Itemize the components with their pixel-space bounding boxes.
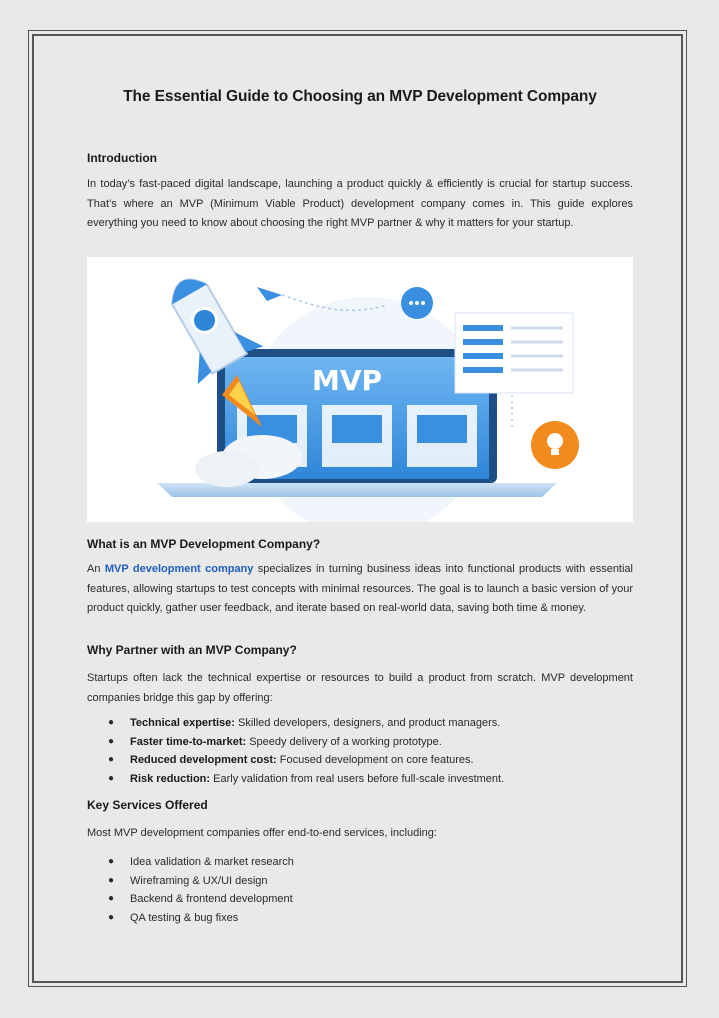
benefits-list: [87, 714, 633, 788]
item-text: Idea validation & market research: [130, 856, 294, 868]
item-text: Skilled developers, designers, and product managers.: [234, 717, 501, 729]
list-item: [87, 751, 633, 770]
mvp-company-link[interactable]: MVP development company: [104, 563, 254, 575]
item-text: Wireframing & UX/UI design: [130, 874, 268, 887]
bullet-icon: ●: [108, 772, 115, 784]
list-item: [87, 890, 633, 909]
bullet-icon: ●: [108, 856, 115, 867]
mvp-illustration: [87, 257, 633, 522]
list-item: [87, 733, 633, 752]
what-is-paragraph: [87, 560, 633, 619]
screen-mvp-text: MVP: [312, 364, 383, 397]
what-is-prefix: An: [87, 563, 105, 575]
smoke: [195, 451, 259, 487]
list-item: [87, 770, 633, 789]
hero-illustration: [87, 257, 633, 522]
item-label: Reduced development cost:: [130, 754, 277, 766]
bullet-icon: ●: [108, 735, 115, 747]
services-paragraph: Most MVP development companies offer end-to-end services, including:: [87, 827, 437, 839]
bullet-icon: ●: [108, 717, 115, 728]
bullet-icon: ●: [108, 893, 115, 904]
list-item: [87, 714, 633, 733]
bullet-icon: ●: [108, 911, 115, 923]
what-is-heading: What is an MVP Development Company?: [87, 537, 321, 551]
bullet-icon: ●: [108, 874, 115, 886]
bullet-icon: ●: [108, 754, 115, 765]
why-partner-heading: Why Partner with an MVP Company?: [87, 643, 297, 657]
screen-card-image: [332, 415, 382, 443]
item-text: Speedy delivery of a working prototype.: [246, 735, 442, 748]
item-text: Early validation from real users before full-scale investment.: [210, 772, 505, 785]
item-label: Faster time-to-market:: [130, 735, 247, 748]
document-title: The Essential Guide to Choosing an MVP Development Company: [123, 88, 597, 105]
item-label: Risk reduction:: [130, 772, 211, 785]
item-text: Focused development on core features.: [276, 754, 474, 766]
list-item: [87, 872, 633, 891]
services-list: [87, 853, 633, 927]
list-item: [87, 909, 633, 928]
what-is-text: specializes in turning business ideas into functional products with essential features, allowing startups to test concepts with minimal resources. The goal is to launch a basic version of your product quickly, gather user feedback, and iterate based on real-world data, saving both time & money.: [87, 563, 633, 614]
intro-paragraph: In today’s fast-paced digital landscape, launching a product quickly & efficiently is crucial for startup success. That’s where an MVP (Minimum Viable Product) development company comes in. This guide explores everything you need to know about choosing the right MVP partner & why it matters for your startup.: [87, 178, 633, 229]
intro-heading: Introduction: [87, 151, 157, 165]
why-partner-paragraph: Startups often lack the technical expertise or resources to build a product from scratch. MVP development companies bridge this gap by offering:: [87, 672, 633, 704]
item-label: Technical expertise:: [130, 717, 235, 729]
item-text: Backend & frontend development: [130, 893, 293, 905]
list-item: [87, 853, 633, 872]
paper-plane-icon: [257, 287, 282, 301]
services-heading: Key Services Offered: [87, 798, 208, 812]
screen-card-image: [417, 415, 467, 443]
item-text: QA testing & bug fixes: [130, 911, 239, 924]
